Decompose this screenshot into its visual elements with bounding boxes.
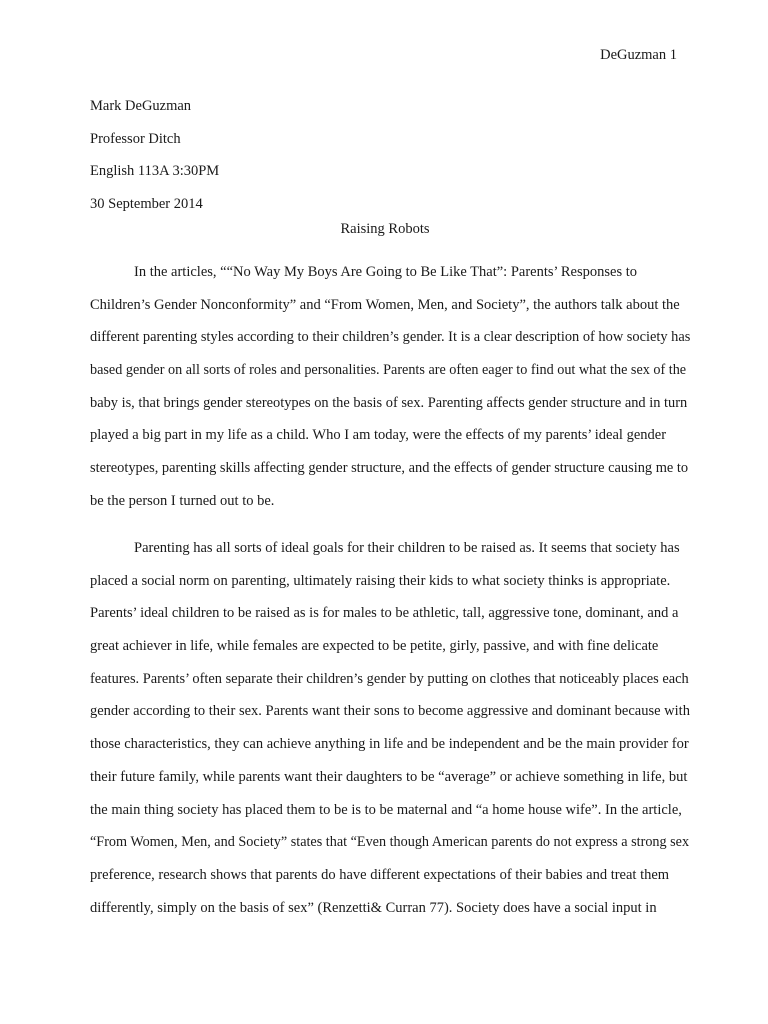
paragraph-line: be the person I turned out to be. xyxy=(90,492,275,509)
paragraph-1 xyxy=(90,256,690,518)
paragraph-line: preference, research shows that parents do have different expectations of their babies and treat them xyxy=(90,866,670,883)
paragraph-line: Children’s Gender Nonconformity” and “From Women, Men, and Society”, the authors talk about the xyxy=(90,296,680,313)
essay-title: Raising Robots xyxy=(340,221,430,237)
paragraph-line: the main thing society has placed them to be is to be maternal and “a home house wife”. In the article, xyxy=(90,801,682,818)
paragraph-line: gender according to their sex. Parents want their sons to become aggressive and dominant because with xyxy=(90,703,690,720)
date: 30 September 2014 xyxy=(90,196,203,213)
paragraph-2 xyxy=(90,532,690,924)
paragraph-line: baby is, that brings gender stereotypes on the basis of sex. Parenting affects gender structure and in turn xyxy=(90,394,688,411)
paragraph-line: Parents’ ideal children to be raised as is for males to be athletic, tall, aggressive tone, dominant, and a xyxy=(90,605,679,622)
paragraph-line: great achiever in life, while females are expected to be petite, girly, passive, and with fine delicate xyxy=(90,638,659,655)
running-head: DeGuzman 1 xyxy=(600,47,677,63)
paragraph-line: played a big part in my life as a child. Who I am today, were the effects of my parents’ ideal gender xyxy=(90,427,667,444)
paragraph-line: their future family, while parents want their daughters to be “average” or achieve something in life, but xyxy=(90,768,688,785)
paragraph-line: Parenting has all sorts of ideal goals for their children to be raised as. It seems that society has xyxy=(134,540,680,556)
paragraph-line: stereotypes, parenting skills affecting gender structure, and the effects of gender structure causing me to xyxy=(90,460,689,477)
paragraph-line: placed a social norm on parenting, ultimately raising their kids to what society thinks is appropriate. xyxy=(90,572,671,589)
paragraph-line: those characteristics, they can achieve anything in life and be independent and be the main provider for xyxy=(90,736,689,753)
paragraph-line: based gender on all sorts of roles and personalities. Parents are often eager to find out what the sex of the xyxy=(90,362,687,379)
paragraph-line: In the articles, ““No Way My Boys Are Going to Be Like That”: Parents’ Responses to xyxy=(134,264,638,280)
course-info: English 113A 3:30PM xyxy=(90,163,220,180)
mla-heading xyxy=(90,90,680,221)
professor-name: Professor Ditch xyxy=(90,130,181,147)
paragraph-line: “From Women, Men, and Society” states that “Even though American parents do not express a strong sex xyxy=(90,834,690,851)
paragraph-line: different parenting styles according to their children’s gender. It is a clear description of how society has xyxy=(90,329,691,346)
paragraph-line: differently, simply on the basis of sex” (Renzetti& Curran 77). Society does have a social input in xyxy=(90,899,657,916)
paragraph-line: features. Parents’ often separate their children’s gender by putting on clothes that noticeably places each xyxy=(90,670,689,687)
author-name: Mark DeGuzman xyxy=(90,98,192,114)
